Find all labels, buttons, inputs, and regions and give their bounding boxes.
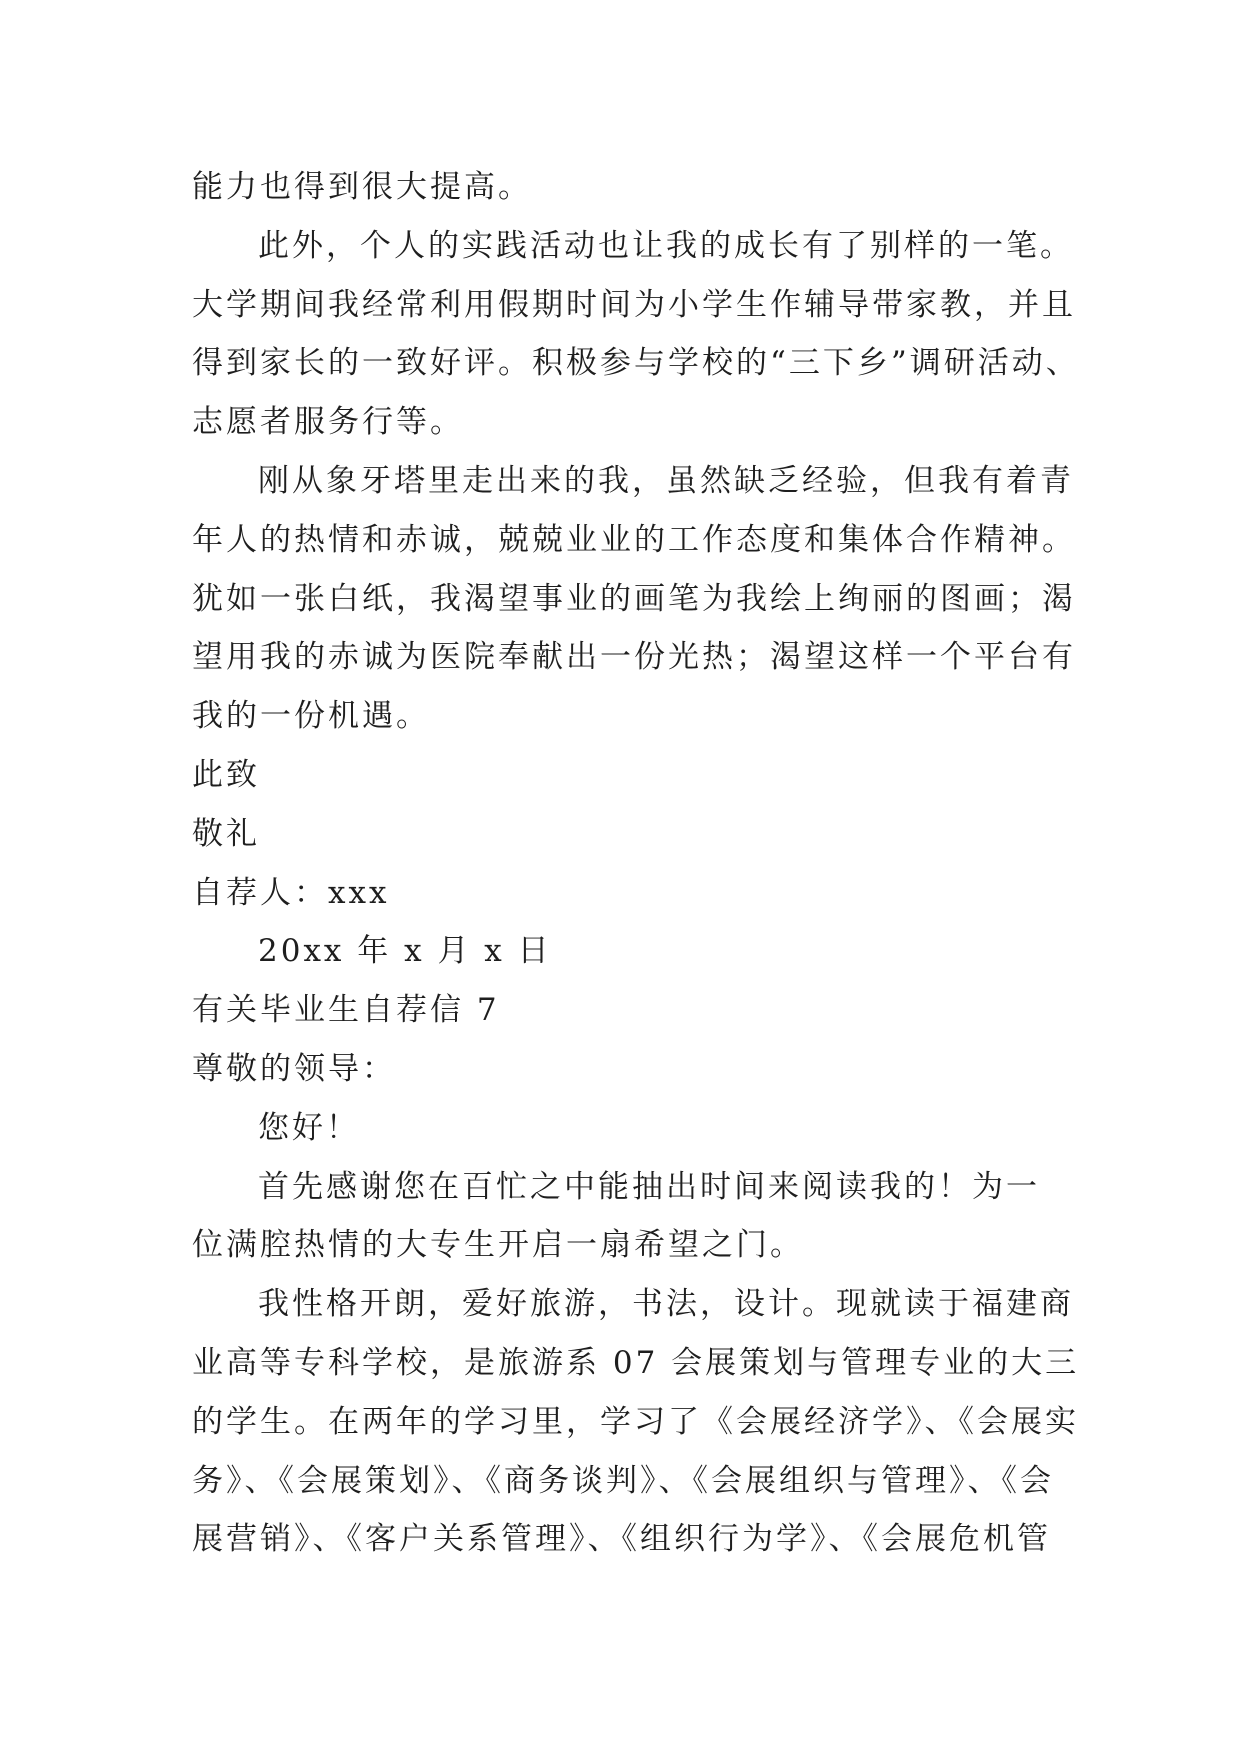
signature-line: 自荐人：xxx <box>192 874 390 911</box>
closing-salutation: 此致 <box>192 756 260 793</box>
text-line: 大学期间我经常利用假期时间为小学生作辅导带家教，并且 <box>192 286 1076 323</box>
text-line: 志愿者服务行等。 <box>192 404 464 441</box>
text-line: 望用我的赤诚为医院奉献出一份光热；渴望这样一个平台有 <box>192 639 1076 676</box>
greeting-line: 尊敬的领导： <box>192 1050 396 1087</box>
text-line: 得到家长的一致好评。积极参与学校的“三下乡”调研活动、 <box>192 345 1080 382</box>
paragraph-start-line: 首先感谢您在百忙之中能抽出时间来阅读我的！为一 <box>258 1168 1040 1205</box>
text-line: 我的一份机遇。 <box>192 698 430 735</box>
paragraph-start-line: 此外，个人的实践活动也让我的成长有了别样的一笔。 <box>258 227 1074 264</box>
section-title: 有关毕业生自荐信 7 <box>192 992 500 1029</box>
text-line: 能力也得到很大提高。 <box>192 169 532 205</box>
closing-regards: 敬礼 <box>192 815 260 852</box>
text-line: 年人的热情和赤诚，兢兢业业的工作态度和集体合作精神。 <box>192 521 1076 558</box>
text-line: 位满腔热情的大专生开启一扇希望之门。 <box>192 1227 804 1264</box>
greeting-hello: 您好！ <box>258 1109 360 1146</box>
text-line: 展营销》、《客户关系管理》、《组织行为学》、《会展危机管 <box>192 1521 1051 1558</box>
paragraph-start-line: 我性格开朗，爱好旅游，书法，设计。现就读于福建商 <box>258 1286 1074 1323</box>
date-line: 20xx 年 x 月 x 日 <box>258 933 552 970</box>
text-line: 的学生。在两年的学习里，学习了《会展经济学》、《会展实 <box>192 1403 1079 1440</box>
text-line: 务》、《会展策划》、《商务谈判》、《会展组织与管理》、《会 <box>192 1462 1054 1499</box>
paragraph-start-line: 刚从象牙塔里走出来的我，虽然缺乏经验，但我有着青 <box>258 462 1074 499</box>
text-line: 业高等专科学校，是旅游系 07 会展策划与管理专业的大三 <box>192 1344 1080 1381</box>
letter-body <box>192 158 1080 1569</box>
text-line: 犹如一张白纸，我渴望事业的画笔为我绘上绚丽的图画；渴 <box>192 580 1076 617</box>
